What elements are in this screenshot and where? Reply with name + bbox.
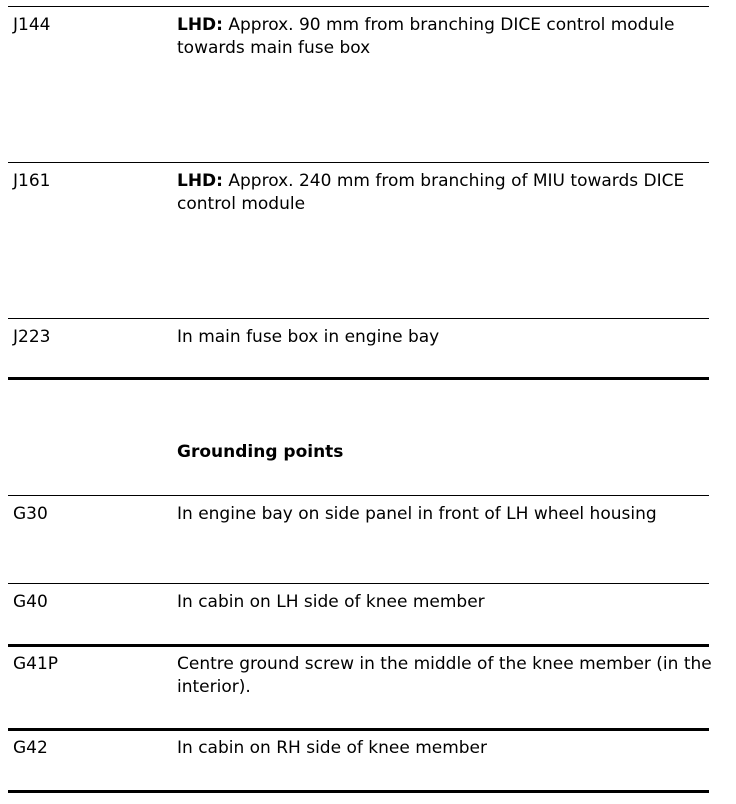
connector-id: J144 <box>13 15 51 35</box>
ground-id: G40 <box>13 592 48 612</box>
row-divider <box>8 583 709 584</box>
row-divider <box>8 318 709 319</box>
lhd-label: LHD: <box>177 15 223 35</box>
row-divider <box>8 162 709 163</box>
connector-location <box>177 170 717 216</box>
row-divider <box>8 6 709 7</box>
table-end-divider <box>8 790 709 793</box>
ground-location: In cabin on RH side of knee member <box>177 738 488 758</box>
location-text: Approx. 90 mm from branching DICE control module towards main fuse box <box>177 15 675 58</box>
ground-location: Centre ground screw in the middle of the knee member (in the interior). <box>177 654 712 697</box>
table-end-divider <box>8 377 709 380</box>
ground-location: In cabin on LH side of knee member <box>177 592 485 612</box>
connector-id: J161 <box>13 171 51 191</box>
connector-location <box>177 14 717 60</box>
ground-id: G42 <box>13 738 48 758</box>
connector-id: J223 <box>13 327 51 347</box>
row-divider <box>8 644 709 647</box>
ground-id: G41P <box>13 654 59 674</box>
lhd-label: LHD: <box>177 171 223 191</box>
connector-location: In main fuse box in engine bay <box>177 327 440 347</box>
location-text: Approx. 240 mm from branching of MIU towards DICE control module <box>177 171 685 214</box>
ground-id: G30 <box>13 504 48 524</box>
grounding-heading: Grounding points <box>177 442 344 462</box>
ground-location: In engine bay on side panel in front of LH wheel housing <box>177 504 657 524</box>
row-divider <box>8 728 709 731</box>
row-divider <box>8 495 709 496</box>
